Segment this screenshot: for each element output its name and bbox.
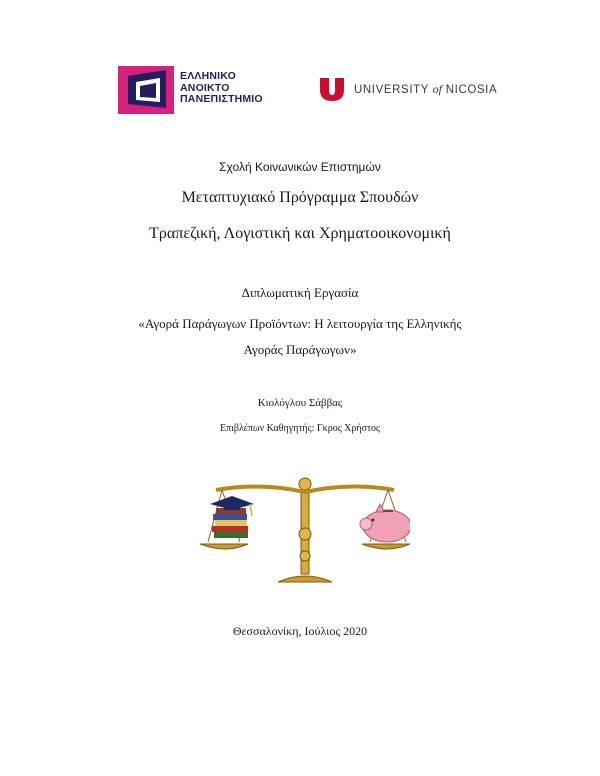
unic-shield-icon	[318, 76, 346, 102]
supervisor: Επιβλέπων Καθηγητής: Γκρος Χρήστος	[220, 423, 380, 434]
thesis-type: Διπλωματική Εργασία	[241, 285, 359, 300]
school-name: Σχολή Κοινωνικών Επιστημών	[219, 160, 381, 174]
place-and-date: Θεσσαλονίκη, Ιούλιος 2020	[232, 624, 368, 638]
eap-logo-text: ΕΛΛΗΝΙΚΟ ΑΝΟΙΚΤΟ ΠΑΝΕΠΙΣΤΗΜΙΟ	[180, 70, 263, 105]
books-icon	[212, 508, 248, 538]
eap-emblem-icon	[118, 64, 176, 116]
thesis-title-line-1: «Αγορά Παράγωγων Προϊόντων: Η λειτουργία της Ελληνικής	[138, 316, 462, 331]
thesis-title-line-2: Αγοράς Παράγωγων»	[243, 342, 357, 357]
piggy-bank-icon	[360, 504, 410, 542]
author-name: Κιολόγλου Σάββας	[257, 397, 343, 409]
unic-logo-text: UNIVERSITY of NICOSIA	[354, 82, 498, 96]
balance-scale-icon	[200, 470, 410, 588]
unic-logo	[318, 76, 503, 104]
specialization: Τραπεζική, Λογιστική και Χρηματοοικονομική	[149, 225, 451, 242]
balance-scale-illustration	[200, 470, 410, 588]
eap-logo	[118, 64, 286, 116]
program-name: Μεταπτυχιακό Πρόγραμμα Σπουδών	[181, 189, 419, 206]
